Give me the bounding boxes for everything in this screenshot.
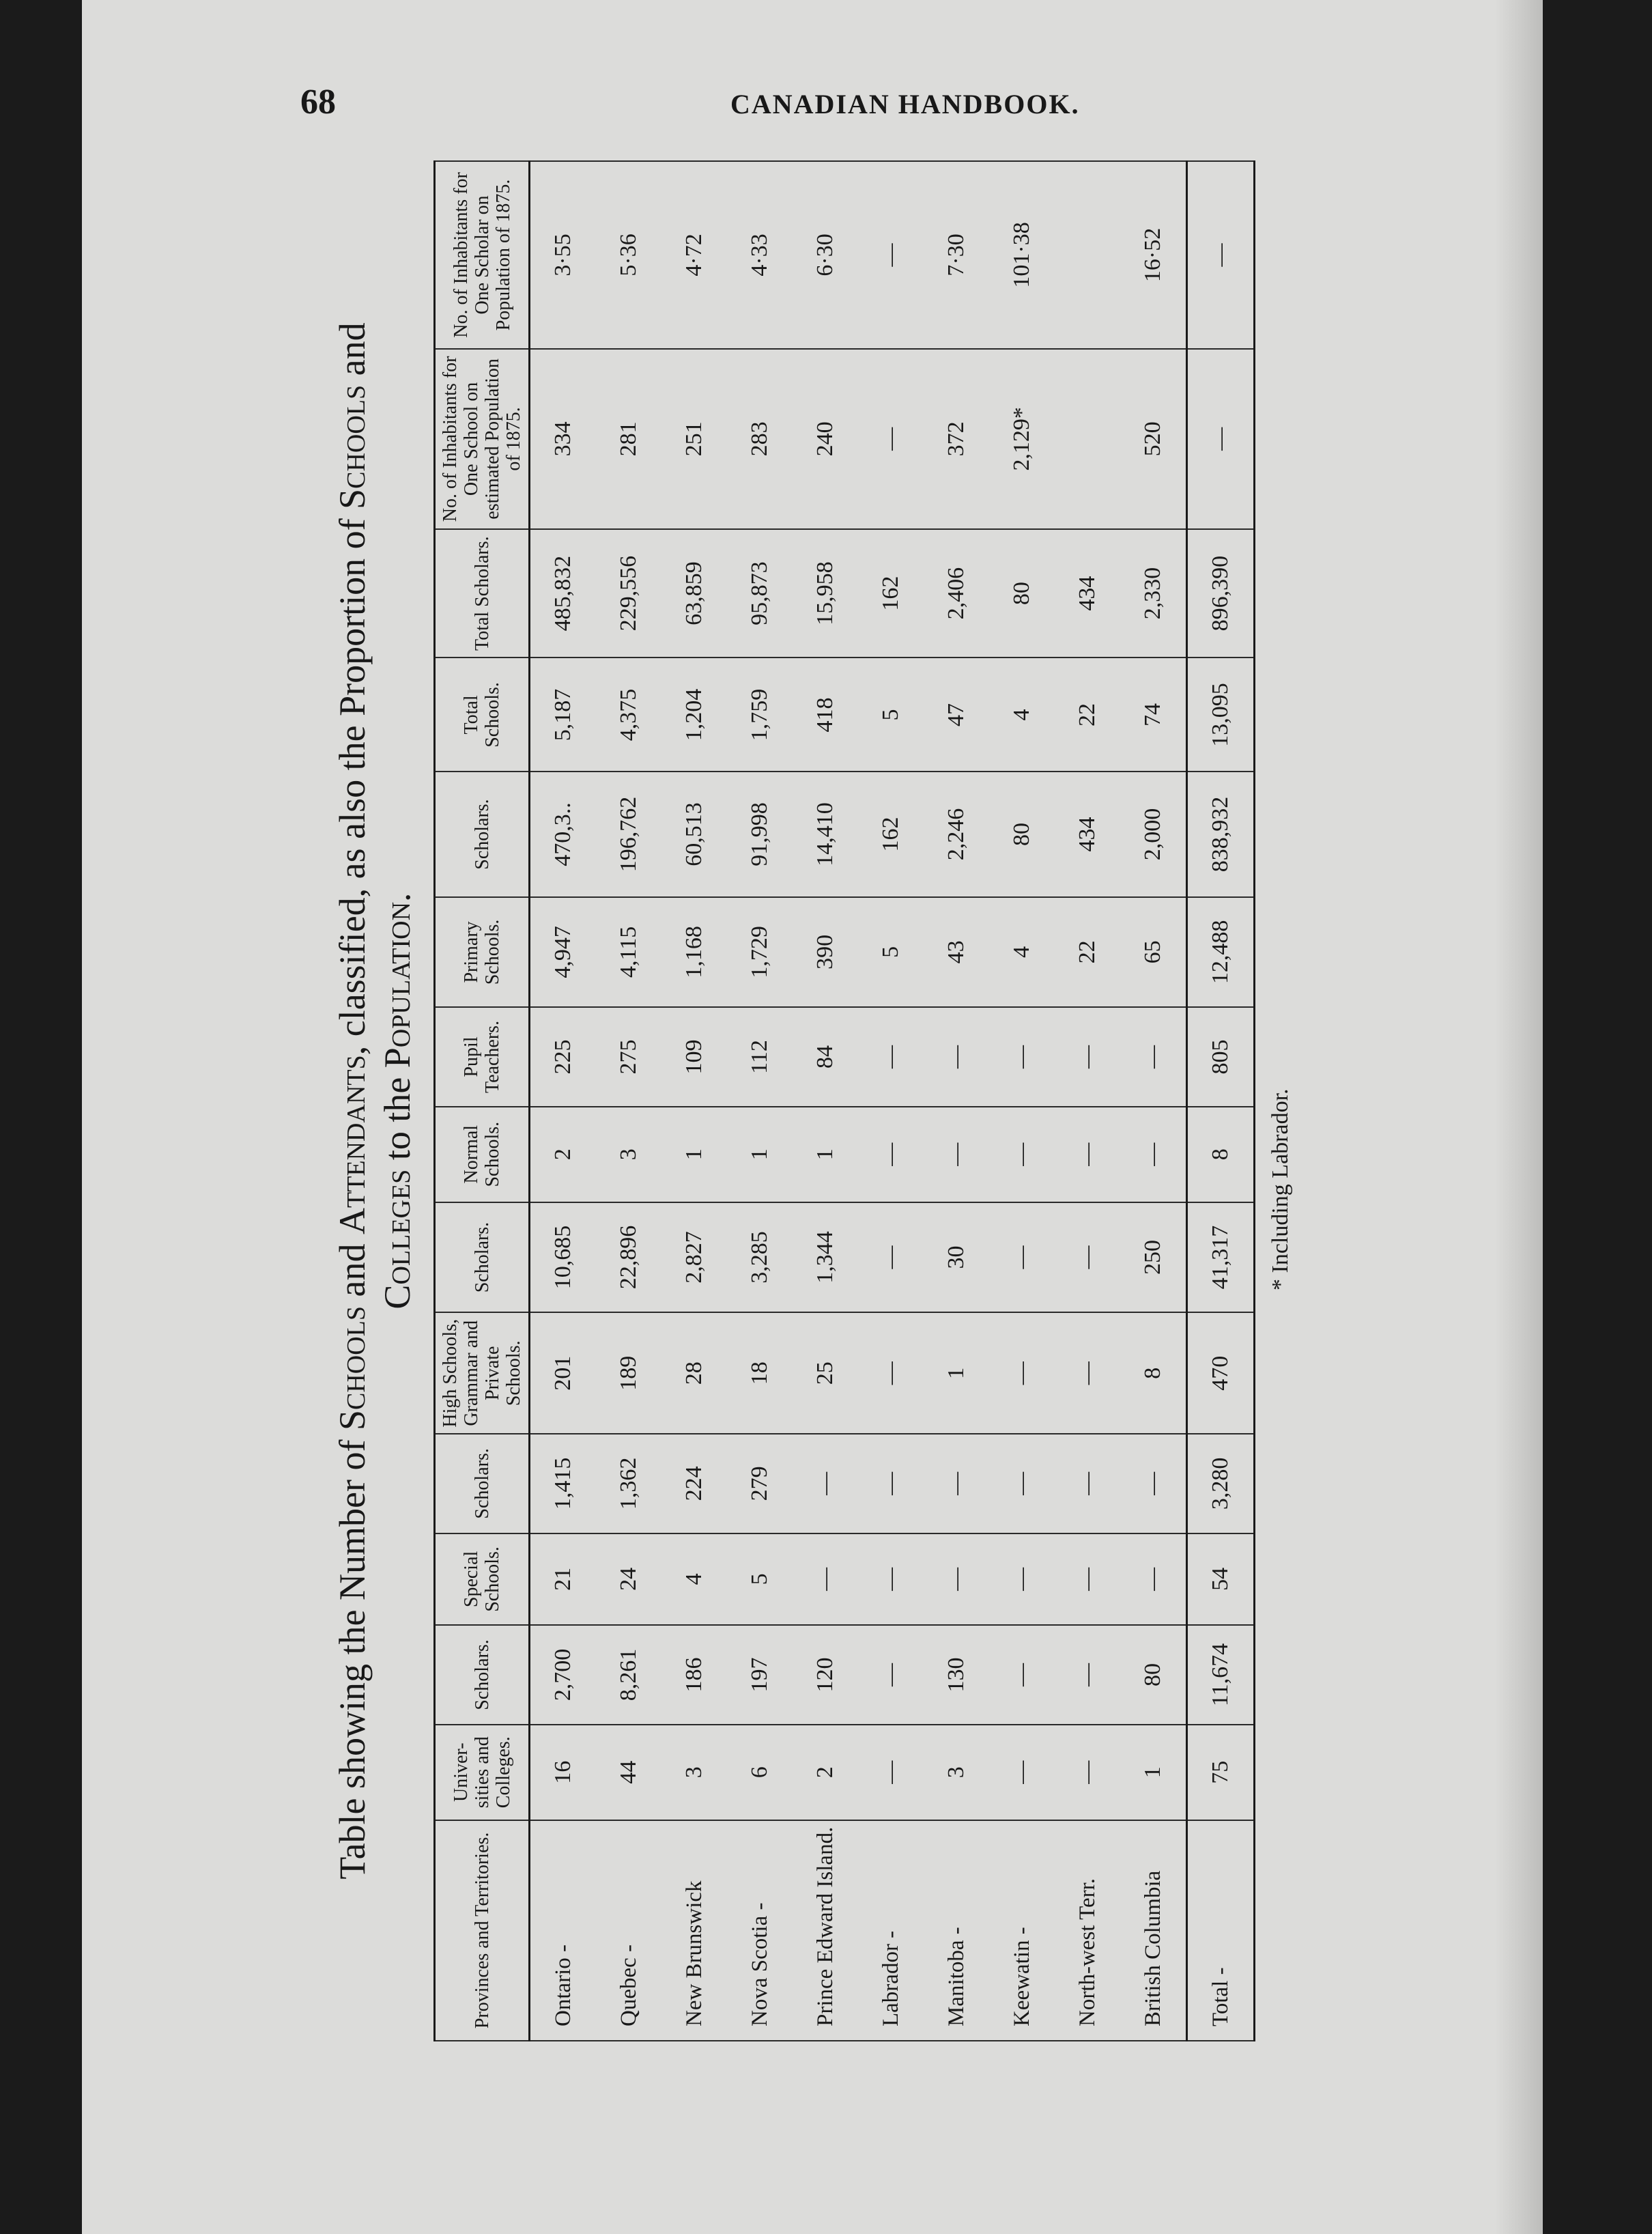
header-total-schools: Total Schools. (435, 658, 530, 772)
cell-total-schools: 13,095 (1187, 658, 1255, 772)
cell-university-scholars: 2,700 (530, 1625, 597, 1724)
cell-total-scholars: 63,859 (661, 529, 727, 658)
cell-inhabitants-per-scholar: 5·36 (596, 161, 661, 349)
caption-line-2 (375, 188, 420, 2014)
cell-university-scholars: 197 (727, 1625, 793, 1724)
cell-normal-schools: 1 (793, 1107, 858, 1202)
cell-universities: 3 (661, 1725, 727, 1820)
cell-primary-scholars: 162 (858, 772, 924, 896)
cell-universities: — (858, 1725, 924, 1820)
cell-pupil-teachers: — (1055, 1007, 1120, 1106)
cell-pupil-teachers: — (924, 1007, 989, 1106)
cell-university-scholars: 80 (1120, 1625, 1187, 1724)
rotated-table-block (330, 160, 1429, 2041)
cell-primary-scholars: 91,998 (727, 772, 793, 896)
cell-normal-schools: 1 (661, 1107, 727, 1202)
cell-total-scholars: 2,406 (924, 529, 989, 658)
row-province: Keewatin - (989, 1820, 1055, 2041)
cell-normal-schools: — (924, 1107, 989, 1202)
cell-high-scholars: 41,317 (1187, 1202, 1255, 1313)
cell-high-schools: — (1055, 1312, 1120, 1434)
cell-high-scholars: 22,896 (596, 1202, 661, 1313)
cell-special-schools: 54 (1187, 1533, 1255, 1626)
cell-primary-schools: 43 (924, 897, 989, 1008)
cell-normal-schools: — (1055, 1107, 1120, 1202)
caption-text: Table showing the Number of (332, 1430, 373, 1880)
cell-primary-schools: 4,947 (530, 897, 597, 1008)
cell-inhabitants-per-school: — (1187, 349, 1255, 529)
cell-universities: 2 (793, 1725, 858, 1820)
cell-special-scholars: — (1055, 1434, 1120, 1533)
cell-universities: 1 (1120, 1725, 1187, 1820)
header-inhabitants-per-school: No. of Inhabitants for One School on estimated Population of 1875. (435, 349, 530, 529)
cell-high-scholars: 3,285 (727, 1202, 793, 1313)
table-row (793, 161, 858, 2041)
page-number: 68 (300, 83, 336, 122)
cell-university-scholars: 130 (924, 1625, 989, 1724)
cell-primary-schools: 22 (1055, 897, 1120, 1008)
header-high-schools: High Schools, Grammar and Private Schools. (435, 1312, 530, 1434)
cell-universities: 16 (530, 1725, 597, 1820)
table-header-row (435, 161, 530, 2041)
header-provinces: Provinces and Territories. (435, 1820, 530, 2041)
cell-total-schools: 418 (793, 658, 858, 772)
cell-special-scholars: — (793, 1434, 858, 1533)
cell-high-schools: 201 (530, 1312, 597, 1434)
cell-total-scholars: 80 (989, 529, 1055, 658)
cell-normal-schools: — (989, 1107, 1055, 1202)
cell-inhabitants-per-school: 251 (661, 349, 727, 529)
cell-university-scholars: 120 (793, 1625, 858, 1724)
cell-inhabitants-per-scholar: 101·38 (989, 161, 1055, 349)
table-row (596, 161, 661, 2041)
running-head: CANADIAN HANDBOOK. (730, 89, 1080, 119)
cell-high-schools: 8 (1120, 1312, 1187, 1434)
cell-inhabitants-per-school: 281 (596, 349, 661, 529)
cell-universities: — (1055, 1725, 1120, 1820)
cell-high-schools: 28 (661, 1312, 727, 1434)
table-row (530, 161, 597, 2041)
table-row (989, 161, 1055, 2041)
cell-special-schools: — (1120, 1533, 1187, 1626)
caption-text: and (332, 1234, 373, 1306)
cell-primary-schools: 1,168 (661, 897, 727, 1008)
cell-primary-scholars: 80 (989, 772, 1055, 896)
cell-inhabitants-per-school: 334 (530, 349, 597, 529)
row-province: Prince Edward Island. (793, 1820, 858, 2041)
cell-inhabitants-per-scholar: 3·55 (530, 161, 597, 349)
cell-high-scholars: 1,344 (793, 1202, 858, 1313)
page-edge-right (1495, 0, 1543, 2234)
table-row (1055, 161, 1120, 2041)
row-province: Nova Scotia - (727, 1820, 793, 2041)
cell-university-scholars: — (989, 1625, 1055, 1724)
cell-pupil-teachers: 805 (1187, 1007, 1255, 1106)
table-caption (330, 188, 420, 2014)
cell-special-scholars: 1,415 (530, 1434, 597, 1533)
cell-special-schools: — (793, 1533, 858, 1626)
table-body (530, 161, 1255, 2041)
header-primary-schools: Primary Schools. (435, 897, 530, 1008)
cell-pupil-teachers: 109 (661, 1007, 727, 1106)
cell-primary-scholars: 470,3.. (530, 772, 597, 896)
cell-special-scholars: 1,362 (596, 1434, 661, 1533)
table-row (1120, 161, 1187, 2041)
cell-special-schools: — (924, 1533, 989, 1626)
caption-text: Attendants (332, 1055, 373, 1235)
cell-special-scholars: — (858, 1434, 924, 1533)
cell-inhabitants-per-scholar: 4·33 (727, 161, 793, 349)
cell-primary-schools: 12,488 (1187, 897, 1255, 1008)
cell-high-schools: — (858, 1312, 924, 1434)
cell-primary-schools: 390 (793, 897, 858, 1008)
cell-total-schools: 4,375 (596, 658, 661, 772)
cell-primary-schools: 4 (989, 897, 1055, 1008)
cell-special-scholars: 3,280 (1187, 1434, 1255, 1533)
cell-high-schools: 470 (1187, 1312, 1255, 1434)
cell-high-schools: 18 (727, 1312, 793, 1434)
cell-total-schools: 5,187 (530, 658, 597, 772)
cell-normal-schools: 1 (727, 1107, 793, 1202)
cell-inhabitants-per-school: 2,129* (989, 349, 1055, 529)
cell-total-scholars: 15,958 (793, 529, 858, 658)
cell-inhabitants-per-school: 372 (924, 349, 989, 529)
cell-inhabitants-per-school (1055, 349, 1120, 529)
row-province: New Brunswick (661, 1820, 727, 2041)
cell-inhabitants-per-school: — (858, 349, 924, 529)
cell-primary-scholars: 2,246 (924, 772, 989, 896)
footnote: * Including Labrador. (1268, 1088, 1293, 1290)
cell-universities: 44 (596, 1725, 661, 1820)
caption-text: Schools (332, 384, 373, 509)
total-row (1187, 161, 1255, 2041)
cell-special-schools: 24 (596, 1533, 661, 1626)
caption-text: . (377, 892, 418, 902)
row-province: Labrador - (858, 1820, 924, 2041)
cell-inhabitants-per-scholar: — (858, 161, 924, 349)
row-province: Total - (1187, 1820, 1255, 2041)
cell-inhabitants-per-school: 283 (727, 349, 793, 529)
caption-text: , classified, as also the Proportion of (332, 509, 373, 1056)
cell-primary-schools: 4,115 (596, 897, 661, 1008)
header-university-scholars: Scholars. (435, 1625, 530, 1724)
cell-total-schools: 5 (858, 658, 924, 772)
cell-university-scholars: 11,674 (1187, 1625, 1255, 1724)
cell-pupil-teachers: — (1120, 1007, 1187, 1106)
cell-pupil-teachers: — (989, 1007, 1055, 1106)
cell-normal-schools: 8 (1187, 1107, 1255, 1202)
cell-primary-scholars: 196,762 (596, 772, 661, 896)
cell-high-schools: 189 (596, 1312, 661, 1434)
cell-universities: 6 (727, 1725, 793, 1820)
cell-universities: — (989, 1725, 1055, 1820)
cell-special-schools: — (858, 1533, 924, 1626)
cell-total-schools: 22 (1055, 658, 1120, 772)
cell-total-schools: 1,204 (661, 658, 727, 772)
cell-total-scholars: 162 (858, 529, 924, 658)
cell-total-scholars: 485,832 (530, 529, 597, 658)
cell-high-schools: — (989, 1312, 1055, 1434)
header-universities: Univer-sities and Colleges. (435, 1725, 530, 1820)
cell-universities: 75 (1187, 1725, 1255, 1820)
cell-high-schools: 25 (793, 1312, 858, 1434)
caption-text: to the (377, 1068, 418, 1170)
cell-pupil-teachers: 112 (727, 1007, 793, 1106)
table-row (661, 161, 727, 2041)
header-primary-scholars: Scholars. (435, 772, 530, 896)
cell-special-schools: 4 (661, 1533, 727, 1626)
cell-special-schools: 5 (727, 1533, 793, 1626)
cell-primary-schools: 5 (858, 897, 924, 1008)
cell-high-scholars: 30 (924, 1202, 989, 1313)
cell-total-schools: 74 (1120, 658, 1187, 772)
table-row (858, 161, 924, 2041)
cell-high-schools: 1 (924, 1312, 989, 1434)
header-normal-schools: Normal Schools. (435, 1107, 530, 1202)
table-row (727, 161, 793, 2041)
cell-normal-schools: 2 (530, 1107, 597, 1202)
cell-special-schools: — (1055, 1533, 1120, 1626)
cell-high-scholars: — (1055, 1202, 1120, 1313)
page-header (300, 82, 1488, 122)
caption-text: and (332, 322, 373, 385)
cell-primary-scholars: 14,410 (793, 772, 858, 896)
header-special-schools: Special Schools. (435, 1533, 530, 1626)
cell-primary-scholars: 60,513 (661, 772, 727, 896)
cell-high-scholars: 2,827 (661, 1202, 727, 1313)
schools-table (433, 160, 1255, 2041)
cell-pupil-teachers: 84 (793, 1007, 858, 1106)
cell-special-scholars: — (1120, 1434, 1187, 1533)
header-total-scholars: Total Scholars. (435, 529, 530, 658)
table-row (924, 161, 989, 2041)
row-province: British Columbia (1120, 1820, 1187, 2041)
cell-university-scholars: 8,261 (596, 1625, 661, 1724)
cell-pupil-teachers: 275 (596, 1007, 661, 1106)
cell-high-scholars: — (858, 1202, 924, 1313)
cell-inhabitants-per-school: 520 (1120, 349, 1187, 529)
cell-inhabitants-per-scholar (1055, 161, 1120, 349)
header-special-scholars: Scholars. (435, 1434, 530, 1533)
cell-special-scholars: 279 (727, 1434, 793, 1533)
cell-total-scholars: 896,390 (1187, 529, 1255, 658)
caption-text: Schools (332, 1305, 373, 1431)
cell-inhabitants-per-scholar: — (1187, 161, 1255, 349)
cell-total-schools: 47 (924, 658, 989, 772)
cell-total-scholars: 95,873 (727, 529, 793, 658)
cell-university-scholars: 186 (661, 1625, 727, 1724)
cell-special-schools: 21 (530, 1533, 597, 1626)
cell-inhabitants-per-scholar: 16·52 (1120, 161, 1187, 349)
cell-university-scholars: — (1055, 1625, 1120, 1724)
cell-total-scholars: 229,556 (596, 529, 661, 658)
caption-text: Population (377, 901, 418, 1069)
cell-primary-schools: 1,729 (727, 897, 793, 1008)
cell-normal-schools: 3 (596, 1107, 661, 1202)
cell-primary-schools: 65 (1120, 897, 1187, 1008)
cell-special-scholars: — (989, 1434, 1055, 1533)
cell-universities: 3 (924, 1725, 989, 1820)
cell-inhabitants-per-scholar: 6·30 (793, 161, 858, 349)
cell-primary-scholars: 434 (1055, 772, 1120, 896)
cell-total-scholars: 434 (1055, 529, 1120, 658)
cell-high-scholars: 10,685 (530, 1202, 597, 1313)
cell-inhabitants-per-scholar: 7·30 (924, 161, 989, 349)
cell-special-scholars: — (924, 1434, 989, 1533)
cell-total-scholars: 2,330 (1120, 529, 1187, 658)
cell-high-scholars: — (989, 1202, 1055, 1313)
row-province: Manitoba - (924, 1820, 989, 2041)
caption-text: Colleges (377, 1169, 418, 1310)
cell-special-schools: — (989, 1533, 1055, 1626)
cell-primary-scholars: 838,932 (1187, 772, 1255, 896)
cell-inhabitants-per-school: 240 (793, 349, 858, 529)
cell-university-scholars: — (858, 1625, 924, 1724)
header-inhabitants-per-scholar: No. of Inhabitants for One Scholar on Population of 1875. (435, 161, 530, 349)
cell-high-scholars: 250 (1120, 1202, 1187, 1313)
cell-special-scholars: 224 (661, 1434, 727, 1533)
cell-normal-schools: — (858, 1107, 924, 1202)
header-high-scholars: Scholars. (435, 1202, 530, 1313)
cell-pupil-teachers: — (858, 1007, 924, 1106)
row-province: Ontario - (530, 1820, 597, 2041)
cell-inhabitants-per-scholar: 4·72 (661, 161, 727, 349)
header-pupil-teachers: Pupil Teachers. (435, 1007, 530, 1106)
cell-primary-scholars: 2,000 (1120, 772, 1187, 896)
row-province: North-west Terr. (1055, 1820, 1120, 2041)
cell-normal-schools: — (1120, 1107, 1187, 1202)
cell-pupil-teachers: 225 (530, 1007, 597, 1106)
cell-total-schools: 4 (989, 658, 1055, 772)
cell-total-schools: 1,759 (727, 658, 793, 772)
row-province: Quebec - (596, 1820, 661, 2041)
